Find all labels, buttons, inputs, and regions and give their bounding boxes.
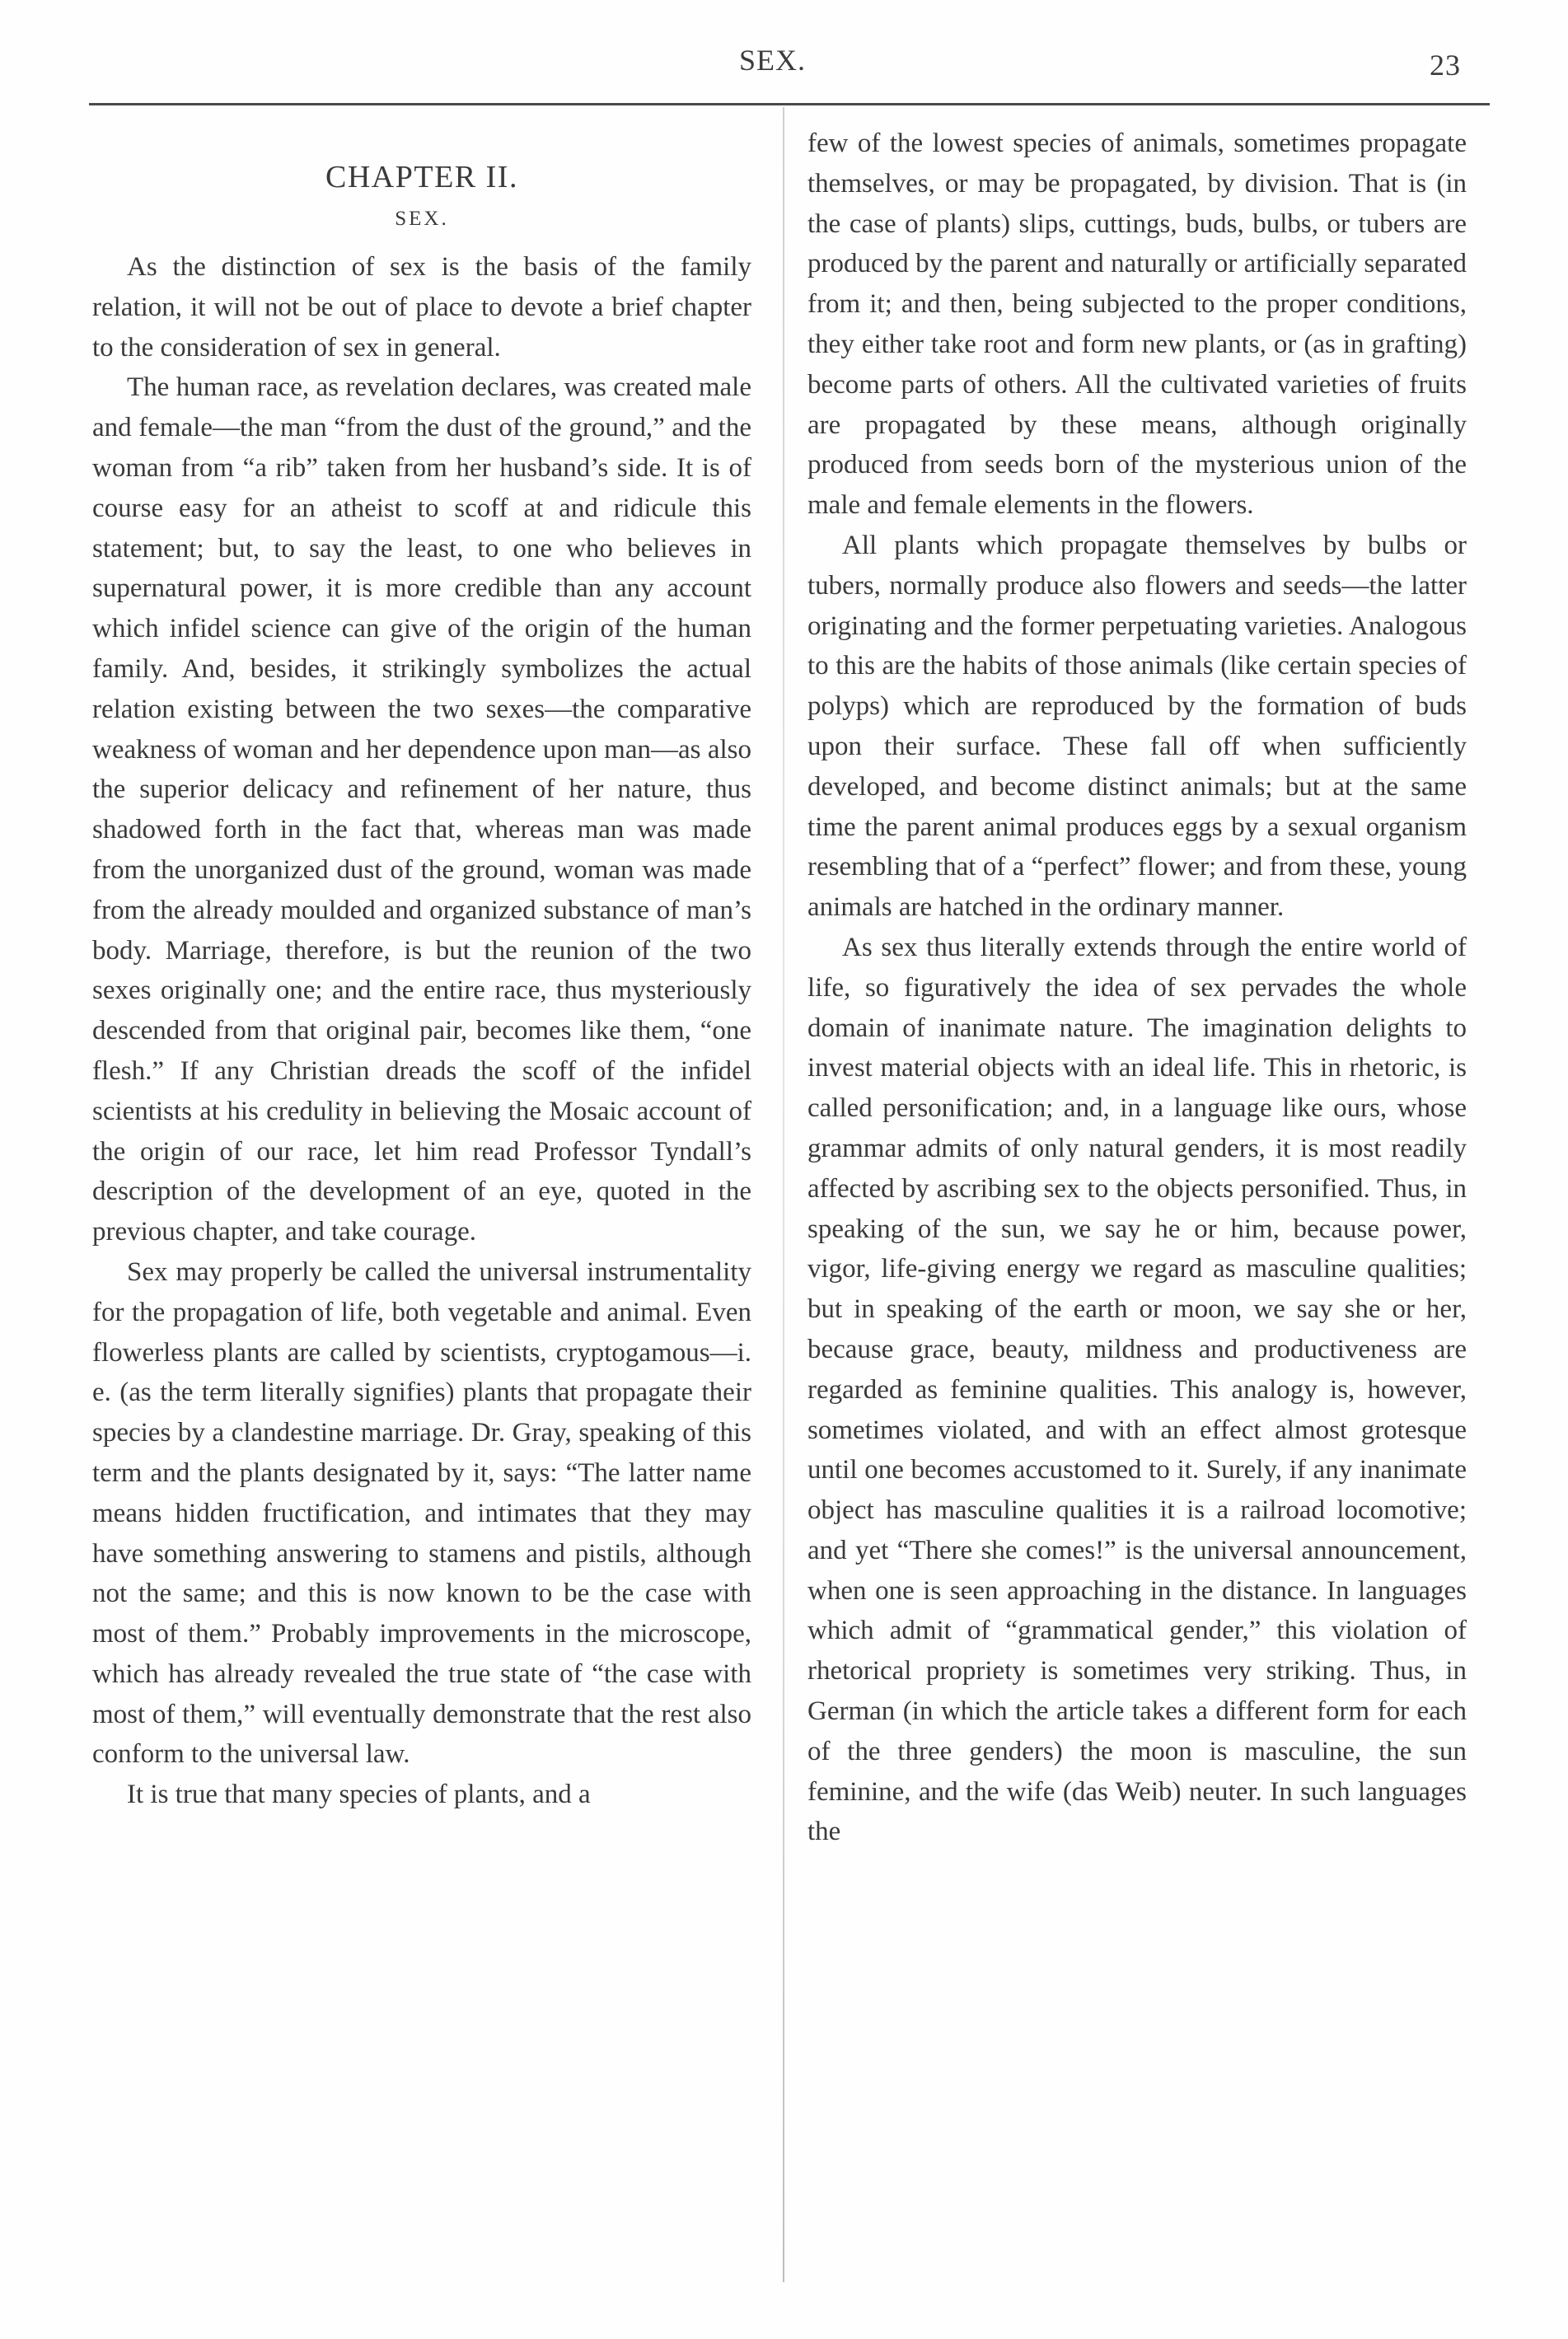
left-column bbox=[92, 124, 751, 1815]
paragraph: As the distinction of sex is the basis of the family relation, it will not be out of place to devote a brief chapter to the consideration of sex in general. bbox=[92, 252, 751, 363]
paragraph: As sex thus literally extends through the entire world of life, so figuratively the idea of sex pervades the whole domain of inanimate nature. The imagination delights to invest material objects with an ideal life. This in rhetoric, is called personification; and, in a language like ours, whose grammar admits of only natural genders, it is most readily affected by ascribing sex to the objects personified. Thus, in speaking of the sun, we say he or him, because power, vigor, life-giving energy we regard as masculine qualities; but in speaking of the earth or moon, we say she or her, because grace, beauty, mildness and productiveness are regarded as feminine qualities. This analogy is, however, sometimes violated, and with an effect almost grotesque until one becomes accustomed to it. Surely, if any inanimate object has masculine qualities it is a railroad locomotive; and yet “There she comes!” is the universal announcement, when one is seen approaching in the distance. In languages which admit of “grammatical gender,” this violation of rhetorical propriety is sometimes very striking. Thus, in German (in which the article takes a different form for each of the three genders) the moon is masculine, the sun feminine, and the wife (das Weib) neuter. In such languages the bbox=[807, 932, 1467, 1847]
running-head-title: SEX. bbox=[739, 44, 807, 77]
paragraph: It is true that many species of plants, and a bbox=[127, 1780, 591, 1810]
paragraph: Sex may properly be called the universal instrumentality for the propagation of life, both vegetable and animal. Even flowerless plants are called by scientists, cryptogamous—i. e. (as the term literally signifies) plants that propagate their species by a clandestine marriage. Dr. Gray, speaking of this term and the plants designated by it, says: “The latter name means hidden fructification, and intimates that they may have something answering to stamens and pistils, although not the same; and this is now known to be the case with most of them.” Probably improvements in the microscope, which has already revealed the true state of “the case with most of them,” will eventually demonstrate that the rest also conform to the universal law. bbox=[92, 1256, 751, 1770]
header-rule bbox=[89, 103, 1490, 105]
right-column bbox=[807, 124, 1467, 1852]
chapter-title: CHAPTER II. bbox=[325, 160, 518, 194]
column-divider bbox=[783, 107, 784, 2282]
paragraph: The human race, as revelation declares, was created male and female—the man “from the dust of the ground,” and the woman from “a rib” taken from her husband’s side. It is of course easy for an atheist to scoff at and ridicule this statement; but, to say the least, to one who believes in supernatural power, it is more credible than any account which infidel science can give of the origin of the human family. And, besides, it strikingly symbolizes the actual relation existing between the two sexes—the comparative weakness of woman and her dependence upon man—as also the superior delicacy and refinement of her nature, thus shadowed forth in the fact that, whereas man was made from the unorganized dust of the ground, woman was made from the already moulded and organized substance of man’s body. Marriage, therefore, is but the reunion of the two sexes originally one; and the entire race, thus mysteriously descended from that original pair, becomes like them, “one flesh.” If any Christian dreads the scoff of the infidel scientists at his credulity in believing the Mosaic account of the origin of our race, let him read Professor Tyndall’s description of the development of an eye, quoted in the previous chapter, and take courage. bbox=[92, 372, 751, 1247]
section-title: SEX. bbox=[395, 208, 449, 230]
paragraph: All plants which propagate themselves by bulbs or tubers, normally produce also flowers and seeds—the latter originating and the former perpetuating varieties. Analogous to this are the habits of those animals (like certain species of polyps) which are reproduced by the formation of buds upon their surface. These fall off when sufficiently developed, and become distinct animals; but at the same time the parent animal produces eggs by a sexual organism resembling that of a “perfect” flower; and from these, young animals are hatched in the ordinary manner. bbox=[807, 530, 1467, 923]
page-number: 23 bbox=[1430, 49, 1461, 82]
paragraph: few of the lowest species of animals, sometimes propagate themselves, or may be propagated, by division. That is (in the case of plants) slips, cuttings, buds, bulbs, or tubers are produced by the parent and naturally or artificially separated from it; and then, being subjected to the proper conditions, they either take root and form new plants, or (as in grafting) become parts of others. All the cultivated varieties of fruits are propagated by these means, although originally produced from seeds born of the mysterious union of the male and female elements in the flowers. bbox=[807, 129, 1467, 521]
